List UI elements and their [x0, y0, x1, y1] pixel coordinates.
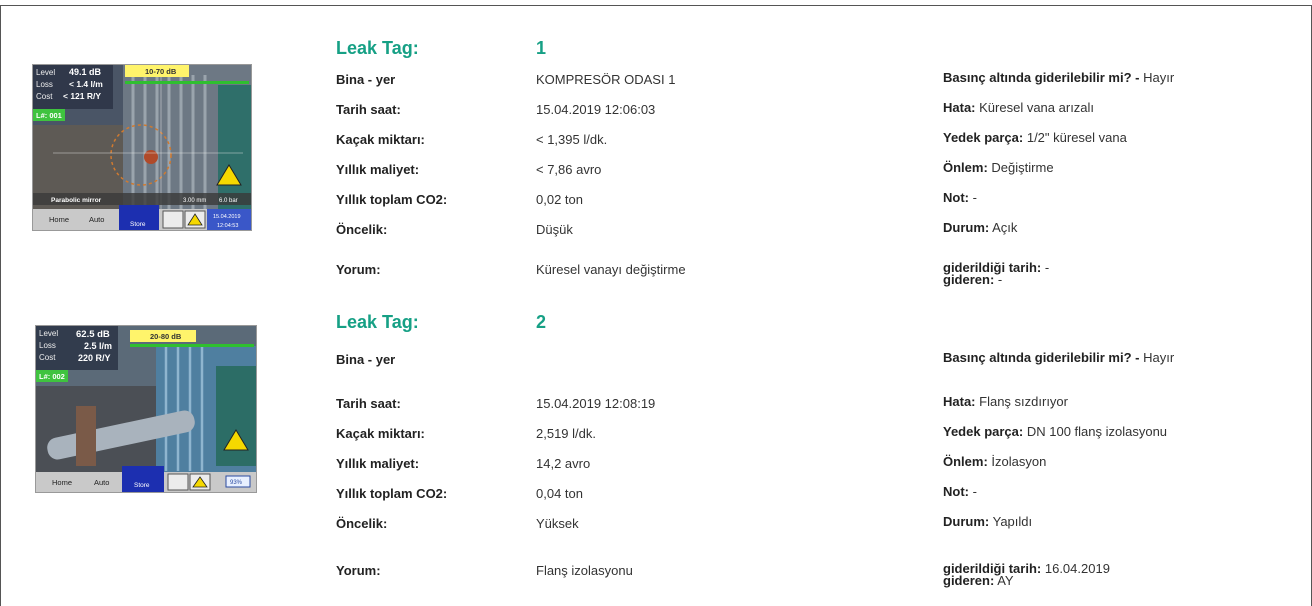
note-field	[943, 192, 977, 204]
status-label: Durum:	[943, 220, 990, 235]
location-label-2: Bina - yer	[336, 352, 396, 367]
fault-value: Küresel vana arızalı	[979, 100, 1095, 115]
priority-value: Düşük	[536, 222, 573, 237]
annual-cost-value: < 7,86 avro	[536, 162, 602, 177]
pressure-fix-field	[943, 72, 1174, 84]
annual-cost-label: Yıllık maliyet:	[336, 162, 420, 177]
annual-co2-label-2: Yıllık toplam CO2:	[336, 486, 448, 501]
comment-value: Küresel vanayı değiştirme	[536, 262, 686, 277]
leak-tag-title: Leak Tag:	[336, 38, 419, 58]
photo-dist: 3.00 mm	[183, 198, 207, 204]
photo2-home-btn: Home	[52, 478, 73, 487]
priority-label: Öncelik:	[336, 222, 388, 237]
photo2-loss-readout: 2.5 l/m	[84, 341, 113, 351]
svg-text:Level: Level	[36, 68, 56, 77]
datetime-value-2: 15.04.2019 12:08:19	[536, 396, 656, 411]
svg-text:Cost: Cost	[36, 92, 53, 101]
annual-cost-label-2: Yıllık maliyet:	[336, 456, 420, 471]
annual-cost-value-2: 14,2 avro	[536, 456, 591, 471]
pressure-fix-value: Hayır	[1143, 70, 1175, 85]
spare-part-value-2: DN 100 flanş izolasyonu	[1026, 424, 1168, 439]
note-label-2: Not:	[943, 484, 969, 499]
leak-photo-1-scene	[33, 65, 251, 230]
fixed-by-value-2: AY	[997, 573, 1014, 588]
photo2-battery: 93%	[230, 480, 243, 486]
status-label-2: Durum:	[943, 514, 990, 529]
pressure-fix-label: Basınç altında giderilebilir mi? -	[943, 70, 1140, 85]
fault-value-2: Flanş sızdırıyor	[979, 394, 1068, 409]
photo-level-readout: 49.1 dB	[69, 67, 102, 77]
note-label: Not:	[943, 190, 969, 205]
leak-tag-title-2: Leak Tag:	[336, 312, 419, 332]
pressure-fix-label-2: Basınç altında giderilebilir mi? -	[943, 350, 1140, 365]
location-label: Bina - yer	[336, 72, 396, 87]
photo-auto-btn: Auto	[89, 215, 105, 224]
pressure-fix-value-2: Hayır	[1143, 350, 1175, 365]
fixed-date-label-2: giderildiği tarih:	[943, 561, 1042, 576]
status-field	[943, 222, 1017, 234]
comment-label: Yorum:	[336, 262, 381, 277]
datetime-label-2: Tarih saat:	[336, 396, 401, 411]
photo2-range: 20-80 dB	[150, 332, 182, 341]
fault-field	[943, 102, 1094, 114]
action-field	[943, 162, 1054, 174]
leak-photo-2	[35, 325, 257, 493]
fixed-by-field	[943, 274, 1002, 286]
photo2-cost-readout: 220 R/Y	[78, 353, 111, 363]
photo2-level-readout: 62.5 dB	[76, 329, 110, 340]
leak-tag-number: 1	[536, 38, 547, 58]
action-label: Önlem:	[943, 160, 988, 175]
spare-part-label: Yedek parça:	[943, 130, 1024, 145]
fixed-date-value-2: 16.04.2019	[1044, 561, 1110, 576]
spare-part-field-2	[943, 426, 1167, 438]
photo-pressure: 6.0 bar	[219, 198, 238, 204]
datetime-label: Tarih saat:	[336, 102, 401, 117]
leak-amount-value-2: 2,519 l/dk.	[536, 426, 596, 441]
fixed-by-field-2	[943, 575, 1014, 587]
leak-tag-number-2: 2	[536, 312, 547, 332]
status-value: Açık	[992, 220, 1018, 235]
fixed-by-label-2: gideren:	[943, 573, 995, 588]
annual-co2-label: Yıllık toplam CO2:	[336, 192, 448, 207]
note-field-2	[943, 486, 977, 498]
action-value-2: İzolasyon	[991, 454, 1047, 469]
status-value-2: Yapıldı	[992, 514, 1033, 529]
annual-co2-value: 0,02 ton	[536, 192, 583, 207]
pressure-fix-field-2	[943, 352, 1174, 364]
datetime-value: 15.04.2019 12:06:03	[536, 102, 656, 117]
photo-lnum: L#: 001	[36, 111, 62, 120]
note-value-2: -	[972, 484, 977, 499]
photo-range: 10-70 dB	[145, 67, 177, 76]
leak-amount-label: Kaçak miktarı:	[336, 132, 425, 147]
svg-text:Loss: Loss	[39, 341, 56, 350]
svg-text:Cost: Cost	[39, 353, 56, 362]
location-value: KOMPRESÖR ODASI 1	[536, 72, 676, 87]
priority-value-2: Yüksek	[536, 516, 579, 531]
photo2-store-btn: Store	[134, 482, 150, 489]
fault-label: Hata:	[943, 100, 976, 115]
fault-field-2	[943, 396, 1068, 408]
photo-mode: Parabolic mirror	[51, 197, 102, 204]
action-field-2	[943, 456, 1046, 468]
annual-co2-value-2: 0,04 ton	[536, 486, 583, 501]
fixed-date-value: -	[1044, 260, 1050, 275]
svg-text:Loss: Loss	[36, 80, 53, 89]
leak-photo-2-scene	[36, 326, 256, 492]
photo-cost-readout: < 121 R/Y	[63, 91, 102, 101]
action-label-2: Önlem:	[943, 454, 988, 469]
leak-amount-label-2: Kaçak miktarı:	[336, 426, 425, 441]
spare-part-field	[943, 132, 1127, 144]
fixed-by-label: gideren:	[943, 272, 995, 287]
photo-loss-readout: < 1.4 l/m	[69, 79, 103, 89]
leak-amount-value: < 1,395 l/dk.	[536, 132, 608, 147]
spare-part-label-2: Yedek parça:	[943, 424, 1024, 439]
photo2-auto-btn: Auto	[94, 478, 110, 487]
photo-date: 15.04.2019	[213, 214, 241, 220]
spare-part-value: 1/2" küresel vana	[1026, 130, 1127, 145]
fault-label-2: Hata:	[943, 394, 976, 409]
comment-value-2: Flanş izolasyonu	[536, 563, 633, 578]
photo-time: 12:04:53	[217, 223, 239, 229]
photo-store-btn: Store	[130, 221, 146, 228]
note-value: -	[972, 190, 977, 205]
photo-home-btn: Home	[49, 215, 70, 224]
status-field-2	[943, 516, 1032, 528]
svg-text:Level: Level	[39, 329, 59, 338]
leak-photo-1	[32, 64, 252, 231]
priority-label-2: Öncelik:	[336, 516, 388, 531]
photo2-lnum: L#: 002	[39, 372, 65, 381]
fixed-date-label: giderildiği tarih:	[943, 260, 1042, 275]
fixed-by-value: -	[997, 272, 1003, 287]
action-value: Değiştirme	[991, 160, 1054, 175]
comment-label-2: Yorum:	[336, 563, 381, 578]
